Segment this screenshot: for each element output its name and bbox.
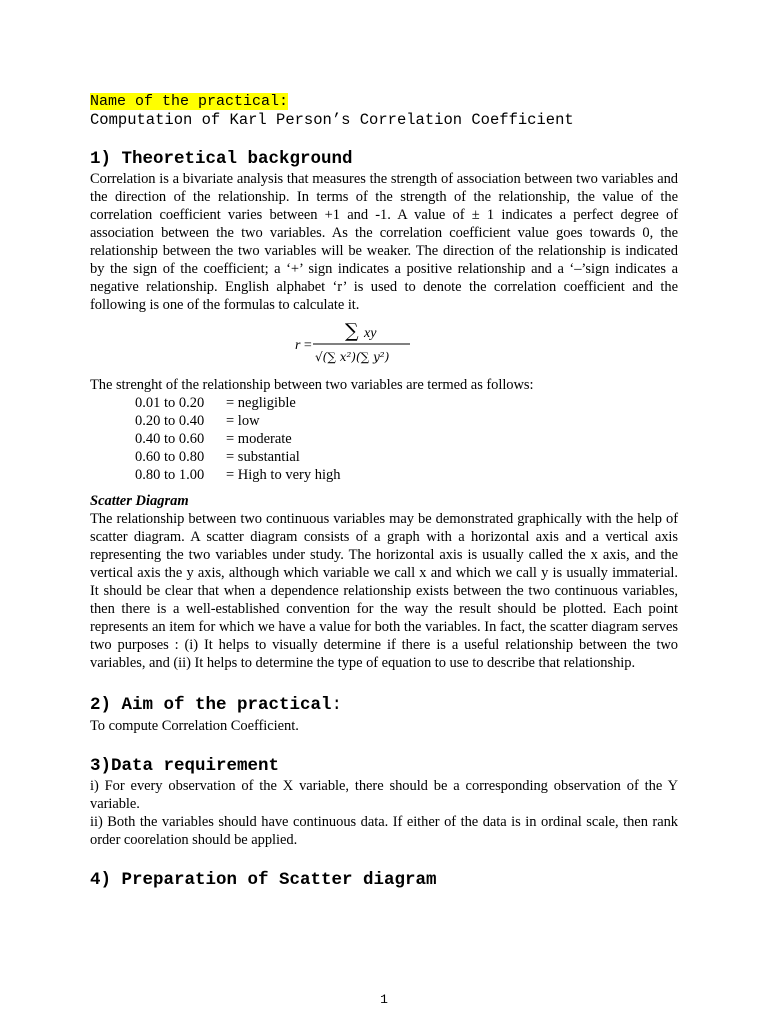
strength-label: = low — [226, 413, 260, 429]
strength-label: = substantial — [226, 449, 300, 465]
formula-num-sigma: ∑ — [345, 320, 359, 342]
strength-item — [135, 394, 678, 412]
scatter-heading: Scatter Diagram — [90, 493, 189, 509]
strength-label: = High to very high — [226, 467, 341, 483]
formula-svg — [295, 320, 425, 370]
strength-item — [135, 466, 678, 484]
section1-heading: 1) Theoretical background — [90, 149, 353, 169]
document-page — [90, 92, 678, 890]
section3-item2: ii) Both the variables should have continuous data. If either of the data is in ordinal scale, then rank order coorelation should be applied. — [90, 814, 678, 848]
practical-label-line — [90, 92, 678, 111]
strength-item — [135, 430, 678, 448]
section2-heading-text: 2) Aim of the practical — [90, 695, 332, 715]
practical-title: Computation of Karl Person’s Correlation Coefficient — [90, 111, 574, 129]
formula-lhs: r — [295, 338, 301, 353]
section2-heading — [90, 695, 678, 715]
page-number: 1 — [380, 992, 388, 1007]
scatter-paragraph: The relationship between two continuous variables may be demonstrated graphically with the help of scatter diagram. A scatter diagram consists of a graph with a horizontal axis and a vertical axis representing the two variables under study. The horizontal axis is usually called the x axis, and the vertical axis the y axis, although which variable we call x and which we call y is usually immaterial. It should be clear that when a dependence relationship exists between the two continuous variables, then there is a well-established convention for the way the result should be plotted. Each point represents an item for which we have a value for both the variables. In fact, the scatter diagram serves two purposes : (i) It helps to visually determine if there is a useful relationship between the two variables, and (ii) It helps to determine the type of equation to use to describe that relationship. — [90, 511, 678, 671]
formula-num-var: xy — [364, 326, 377, 341]
strength-item — [135, 448, 678, 466]
practical-label: Name of the practical: — [90, 93, 289, 110]
strength-list — [90, 394, 678, 484]
formula-equals: = — [303, 338, 313, 353]
strength-range: 0.80 to 1.00 — [135, 467, 205, 483]
formula-denominator: √(∑ x²)(∑ y²) — [315, 350, 390, 364]
strength-range: 0.60 to 0.80 — [135, 449, 205, 465]
correlation-formula — [90, 320, 678, 370]
section2-heading-colon: : — [331, 695, 343, 715]
section4-heading: 4) Preparation of Scatter diagram — [90, 870, 437, 890]
strength-label: = moderate — [226, 431, 292, 447]
section2-paragraph: To compute Correlation Coefficient. — [90, 718, 299, 734]
strength-range: 0.20 to 0.40 — [135, 413, 205, 429]
strength-range: 0.01 to 0.20 — [135, 395, 205, 411]
strength-item — [135, 412, 678, 430]
strength-intro: The strenght of the relationship between two variables are termed as follows: — [90, 377, 534, 393]
section3-heading: 3)Data requirement — [90, 756, 280, 776]
strength-label: = negligible — [226, 395, 296, 411]
strength-range: 0.40 to 0.60 — [135, 431, 205, 447]
section1-paragraph: Correlation is a bivariate analysis that measures the strength of association between two variables and the direction of the relationship. In terms of the strength of the relationship, the value of the correlation coefficient varies between +1 and -1. A value of ± 1 indicates a perfect degree of association between the two variables. As the correlation coefficient value goes towards 0, the relationship between the two variables will be weaker. The direction of the relationship is indicated by the sign of the coefficient; a ‘+’ sign indicates a positive relationship and a ‘–’sign indicates a negative relationship. English alphabet ‘r’ is used to denote the correlation coefficient and the following is one of the formulas to calculate it. — [90, 171, 678, 313]
section3-item1: i) For every observation of the X variable, there should be a corresponding observation of the Y variable. — [90, 778, 678, 812]
